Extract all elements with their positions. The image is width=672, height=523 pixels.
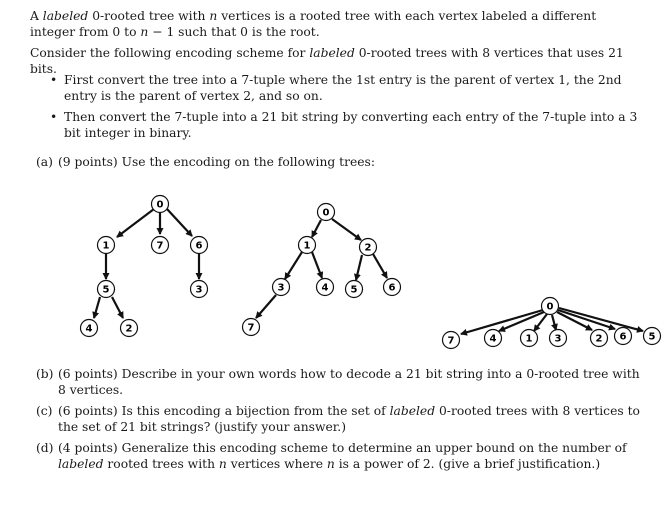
tree-node [98, 281, 115, 298]
tree-node [191, 281, 208, 298]
svg-text:0: 0 [546, 301, 554, 313]
svg-text:3: 3 [195, 284, 203, 296]
edge-2-5 [356, 255, 362, 280]
tree1-edges [94, 209, 199, 318]
edge-1-4 [312, 252, 322, 278]
edge-3-7 [256, 295, 276, 318]
svg-text:7: 7 [247, 322, 255, 334]
edge-5-4 [94, 297, 100, 318]
svg-text:4: 4 [85, 323, 93, 335]
tree-node [521, 330, 538, 347]
svg-text:5: 5 [648, 331, 656, 343]
tree3-nodes [443, 298, 661, 349]
tree-node [318, 204, 335, 221]
svg-text:7: 7 [447, 335, 455, 347]
svg-text:2: 2 [595, 333, 603, 345]
part-c-label: (c) [36, 404, 53, 418]
tree-node [299, 237, 316, 254]
tree-node [615, 328, 632, 345]
intro-paragraph-2: Consider the following encoding scheme for labeled 0-rooted trees with 8 vertices that uses 21 bits. [30, 46, 624, 76]
tree-node [591, 330, 608, 347]
tree-node [273, 279, 290, 296]
tree-node [152, 196, 169, 213]
tree-node [317, 279, 334, 296]
svg-text:4: 4 [489, 333, 497, 345]
svg-text:4: 4 [321, 282, 329, 294]
edge-0-2 [332, 219, 361, 240]
svg-text:7: 7 [156, 240, 164, 252]
edge-5-2 [112, 297, 123, 318]
part-b-label: (b) [36, 367, 54, 381]
bullet-dot: • [50, 73, 58, 87]
svg-text:6: 6 [388, 282, 396, 294]
edge-0-1 [312, 220, 321, 237]
edge-0-6 [167, 209, 192, 236]
tree-node [121, 320, 138, 337]
svg-text:0: 0 [156, 199, 164, 211]
svg-text:3: 3 [277, 282, 285, 294]
svg-text:5: 5 [350, 284, 358, 296]
svg-text:1: 1 [525, 333, 533, 345]
edge-0-3 [552, 315, 556, 330]
svg-text:1: 1 [102, 240, 110, 252]
intro-paragraph-1: A labeled 0-rooted tree with n vertices is a rooted tree with each vertex labeled a different integer from 0 to n − 1 such that 0 is the root. [30, 9, 597, 39]
tree2-nodes [243, 204, 401, 336]
part-d: (d) (4 points) Generalize this encoding scheme to determine an upper bound on the number of labeled rooted trees with n vertices where n is a power of 2. (give a brief justification.) [36, 441, 627, 471]
part-c: (c) (6 points) Is this encoding a bijection from the set of labeled 0-rooted trees with 8 vertices to the set of 21 bit strings? (justify your answer.) [36, 404, 640, 434]
bullet-item: • Then convert the 7-tuple into a 21 bit string by converting each entry of the 7-tuple into a 3 bit integer in binary. [50, 110, 638, 140]
part-a-label: (a) [36, 155, 53, 169]
svg-text:5: 5 [102, 284, 110, 296]
edge-0-1 [117, 209, 154, 237]
bullet-dot: • [50, 110, 58, 124]
edge-2-6 [373, 254, 387, 278]
svg-text:2: 2 [125, 323, 133, 335]
svg-text:6: 6 [195, 240, 203, 252]
bullet-item: • First convert the tree into a 7-tuple where the 1st entry is the parent of vertex 1, the 2nd entry is the parent of vertex 2, and so on. [50, 73, 622, 103]
part-a: (a) (9 points) Use the encoding on the following trees: [36, 155, 376, 169]
tree-node [542, 298, 559, 315]
tree-node [191, 237, 208, 254]
svg-text:2: 2 [364, 242, 372, 254]
tree2-edges [256, 219, 387, 318]
edge-1-3 [285, 252, 302, 279]
tree-node [346, 281, 363, 298]
tree-node [644, 328, 661, 345]
tree-node [98, 237, 115, 254]
tree-node [443, 332, 460, 349]
tree-node [485, 330, 502, 347]
part-b: (b) (6 points) Describe in your own words how to decode a 21 bit string into a 0-rooted tree with 8 vertices. [36, 367, 640, 397]
tree-node [360, 239, 377, 256]
tree-node [550, 330, 567, 347]
svg-text:1: 1 [303, 240, 311, 252]
svg-text:0: 0 [322, 207, 330, 219]
tree-node [384, 279, 401, 296]
tree-node [81, 320, 98, 337]
part-d-label: (d) [36, 441, 54, 455]
tree-node [243, 319, 260, 336]
tree-node [152, 237, 169, 254]
svg-text:3: 3 [554, 333, 562, 345]
svg-text:6: 6 [619, 331, 627, 343]
